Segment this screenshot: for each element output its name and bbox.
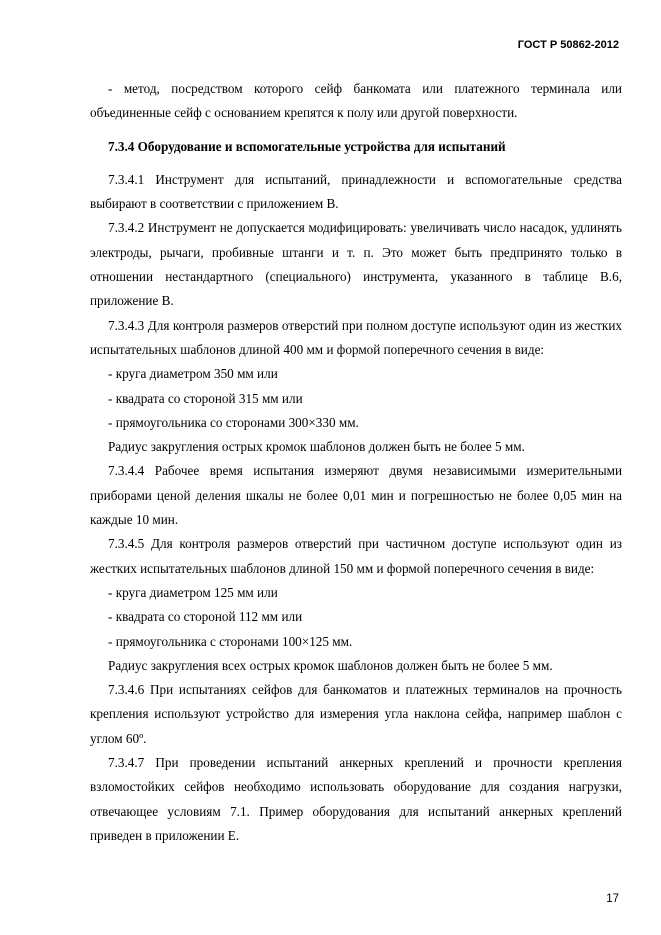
document-code: ГОСТ Р 50862-2012 [517, 39, 619, 51]
radius-note: Радиус закругления всех острых кромок шаблонов должен быть не более 5 мм. [108, 657, 553, 673]
list-item: - круга диаметром 350 мм или [108, 366, 278, 382]
list-item: - квадрата со стороной 112 мм или [108, 609, 303, 625]
paragraph-7-3-4-5: 7.3.4.5 Для контроля размеров отверстий при частичном доступе используют один из жестких испытательных шаблонов длиной 150 мм и формой поперечного сечения в виде: [90, 536, 622, 576]
radius-note: Радиус закругления острых кромок шаблонов должен быть не более 5 мм. [108, 439, 525, 455]
paragraph-7-3-4-6: 7.3.4.6 При испытаниях сейфов для банкоматов и платежных терминалов на прочность крепления используют устройство для измерения угла наклона сейфа, например шаблон с углом 60º. [90, 682, 622, 746]
paragraph-7-3-4-3: 7.3.4.3 Для контроля размеров отверстий при полном доступе используют один из жестких испытательных шаблонов длиной 400 мм и формой поперечного сечения в виде: [90, 317, 622, 357]
list-item: - прямоугольника с сторонами 100×125 мм. [108, 633, 353, 649]
section-heading: 7.3.4 Оборудование и вспомогательные устройства для испытаний [108, 138, 506, 154]
list-item: - прямоугольника со сторонами 300×330 мм. [108, 414, 359, 430]
list-item: - круга диаметром 125 мм или [108, 584, 278, 600]
page-body [90, 77, 622, 848]
paragraph-7-3-4-7: 7.3.4.7 При проведении испытаний анкерных креплений и прочности крепления взломостойких сейфов необходимо использовать оборудование для создания нагрузки, отвечающее условиям 7.1. Пример оборудования для испытаний анкерных креплений приведен в приложении Е. [90, 755, 622, 843]
paragraph-7-3-4-1: 7.3.4.1 Инструмент для испытаний, принадлежности и вспомогательные средства выбирают в соответствии с приложением В. [90, 171, 622, 212]
paragraph-7-3-4-4: 7.3.4.4 Рабочее время испытания измеряют двумя независимыми измерительными приборами ценой деления шкалы не более 0,01 мин и погрешностью не более 0,05 мин на каждые 10 мин. [90, 463, 622, 528]
page-number: 17 [606, 893, 619, 905]
list-item: - квадрата со стороной 315 мм или [108, 390, 303, 406]
paragraph-7-3-4-2: 7.3.4.2 Инструмент не допускается модифицировать: увеличивать число насадок, удлинять электроды, рычаги, пробивные штанги и т. п. Это может быть предпринято только в отношении нестандартного (специального) инструмента, указанного в таблице В.6, приложение В. [90, 220, 622, 309]
intro-paragraph: - метод, посредством которого сейф банкомата или платежного терминала или объединенные сейф с основанием крепятся к полу или другой поверхности. [90, 81, 622, 121]
